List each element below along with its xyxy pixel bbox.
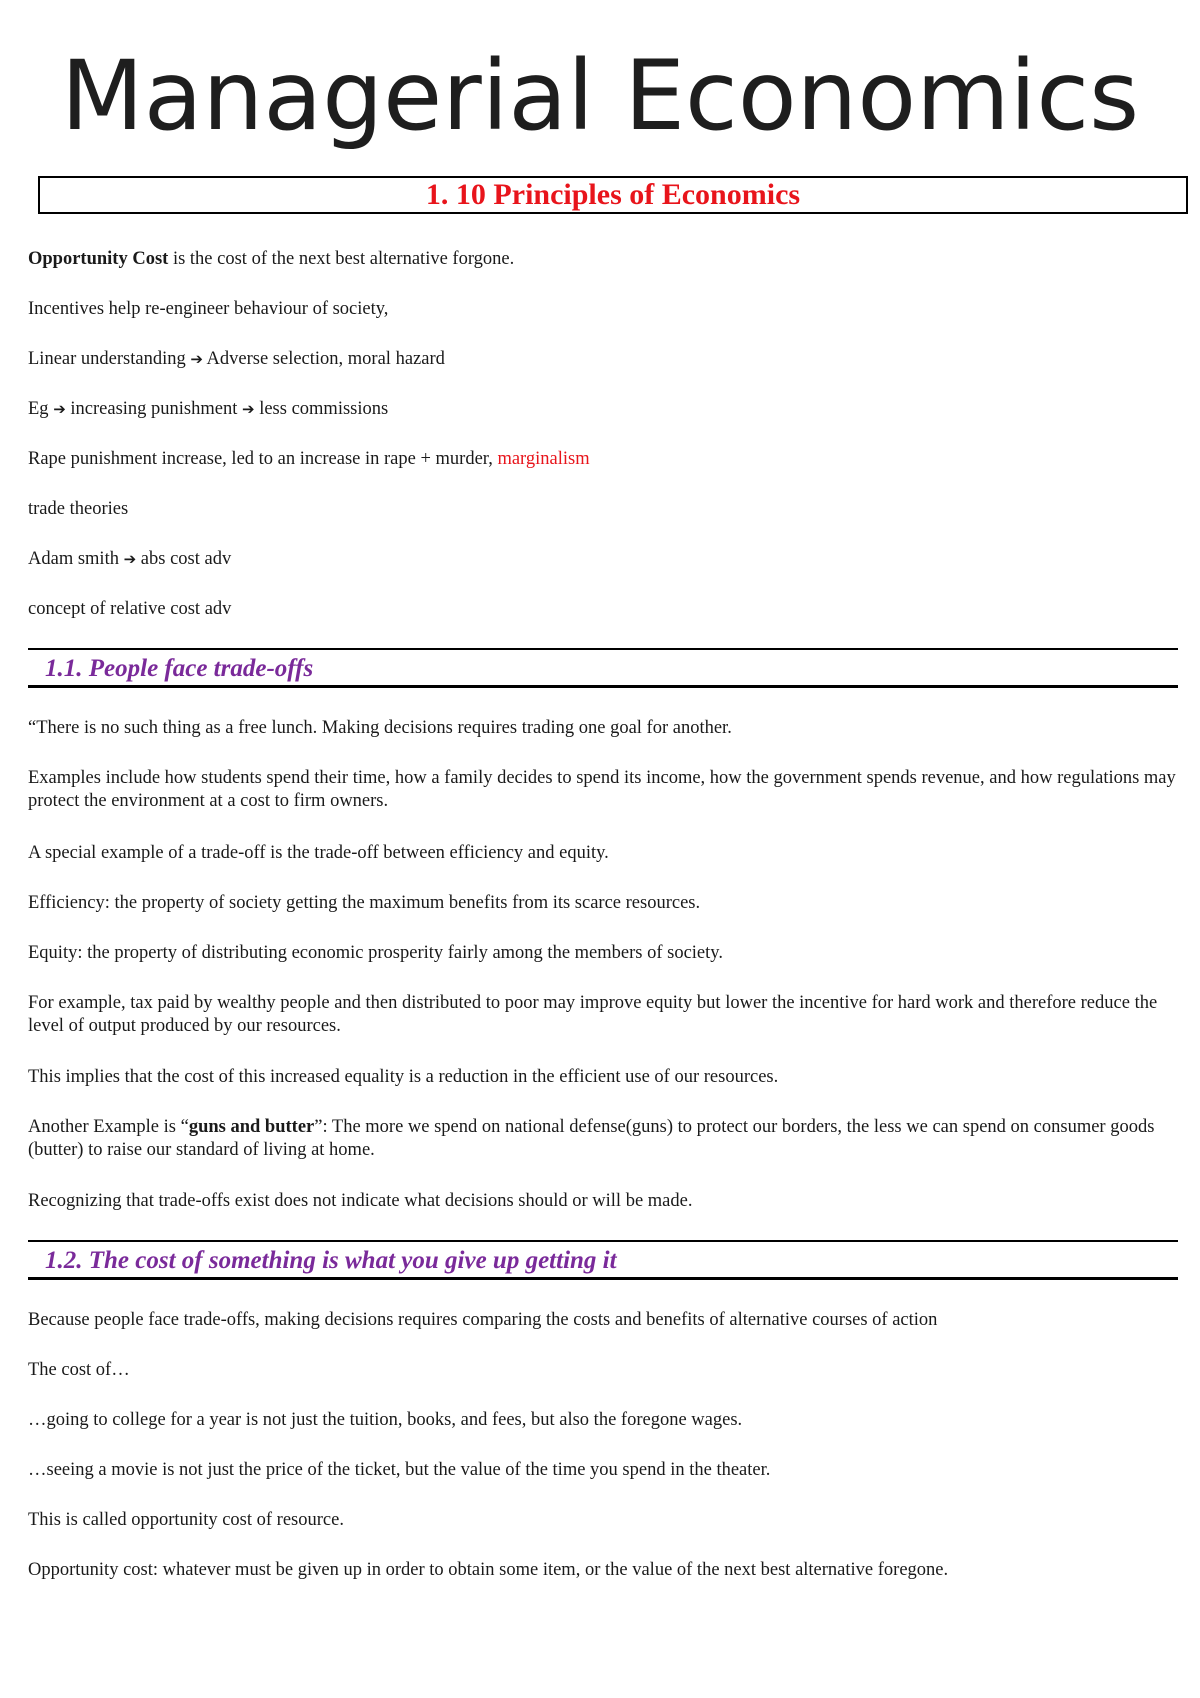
section-1-2-paragraph-1: Because people face trade-offs, making decisions requires comparing the costs and benefits of alternative courses of action	[28, 1310, 938, 1330]
definition-text: is the cost of the next best alternative forgone.	[168, 249, 515, 269]
term-guns-and-butter: guns and butter	[188, 1117, 315, 1137]
intro-paragraph-3	[28, 348, 1178, 371]
note-text: Adam smith	[28, 549, 124, 569]
section-1-1-paragraph-4: Efficiency: the property of society getting the maximum benefits from its scarce resources.	[28, 893, 701, 913]
note-text: Eg	[28, 399, 54, 419]
note-text: Adverse selection, moral hazard	[202, 349, 445, 369]
arrow-right-icon: ➔	[190, 350, 203, 368]
arrow-right-icon: ➔	[242, 400, 255, 418]
note-text: increasing punishment	[65, 399, 242, 419]
intro-paragraph-2: Incentives help re-engineer behaviour of society,	[28, 299, 389, 319]
section-heading-1-2	[28, 1240, 1178, 1280]
section-heading-1-1	[28, 648, 1178, 688]
intro-paragraph-1	[28, 248, 1178, 271]
section-1-2-paragraph-6: Opportunity cost: whatever must be given up in order to obtain some item, or the value of the next best alternative foregone.	[28, 1560, 949, 1580]
section-1-1-paragraph-9: Recognizing that trade-offs exist does not indicate what decisions should or will be made.	[28, 1191, 693, 1211]
section-title: 1.2. The cost of something is what you give up getting it	[45, 1247, 617, 1274]
section-1-2-paragraph-5: This is called opportunity cost of resource.	[28, 1510, 344, 1530]
highlight-marginalism: marginalism	[497, 449, 590, 469]
note-text: abs cost adv	[136, 549, 232, 569]
arrow-right-icon: ➔	[53, 400, 66, 418]
intro-paragraph-7	[28, 548, 1178, 571]
section-1-1-paragraph-6: For example, tax paid by wealthy people and then distributed to poor may improve equity but lower the incentive for hard work and therefore reduce the level of output produced by our resources.	[28, 993, 1158, 1036]
section-1-1-paragraph-5: Equity: the property of distributing economic prosperity fairly among the members of society.	[28, 943, 723, 963]
document-title: Managerial Economics	[60, 40, 1140, 152]
intro-paragraph-8: concept of relative cost adv	[28, 599, 232, 619]
section-1-2-paragraph-4: …seeing a movie is not just the price of the ticket, but the value of the time you spend in the theater.	[28, 1460, 771, 1480]
note-text: ”: The more we spend on national defense(guns) to protect our borders, the less we can spend on consumer goods (butter) to raise our standard of living at home.	[28, 1117, 1155, 1160]
intro-paragraph-5	[28, 448, 1178, 471]
section-1-2-paragraph-3: …going to college for a year is not just the tuition, books, and fees, but also the foregone wages.	[28, 1410, 743, 1430]
note-text: Linear understanding	[28, 349, 191, 369]
intro-paragraph-4	[28, 398, 1178, 421]
section-1-2-paragraph-2: The cost of…	[28, 1360, 130, 1380]
note-text: less commissions	[254, 399, 389, 419]
arrow-right-icon: ➔	[123, 550, 137, 568]
section-title: 1.1. People face trade-offs	[45, 655, 314, 682]
note-text: Rape punishment increase, led to an increase in rape + murder,	[28, 449, 498, 469]
term-opportunity-cost: Opportunity Cost	[28, 249, 169, 269]
section-1-1-paragraph-3: A special example of a trade-off is the trade-off between efficiency and equity.	[28, 843, 609, 863]
section-1-1-paragraph-8	[28, 1116, 1178, 1162]
chapter-heading: 1. 10 Principles of Economics	[38, 176, 1188, 214]
section-1-1-paragraph-2: Examples include how students spend their time, how a family decides to spend its income, how the government spends revenue, and how regulations may protect the environment at a cost to firm owners.	[28, 768, 1176, 811]
section-1-1-paragraph-1: “There is no such thing as a free lunch. Making decisions requires trading one goal for another.	[28, 718, 732, 738]
section-1-1-paragraph-7: This implies that the cost of this increased equality is a reduction in the efficient use of our resources.	[28, 1067, 779, 1087]
note-text: Another Example is “	[28, 1117, 189, 1137]
intro-paragraph-6: trade theories	[28, 499, 129, 519]
